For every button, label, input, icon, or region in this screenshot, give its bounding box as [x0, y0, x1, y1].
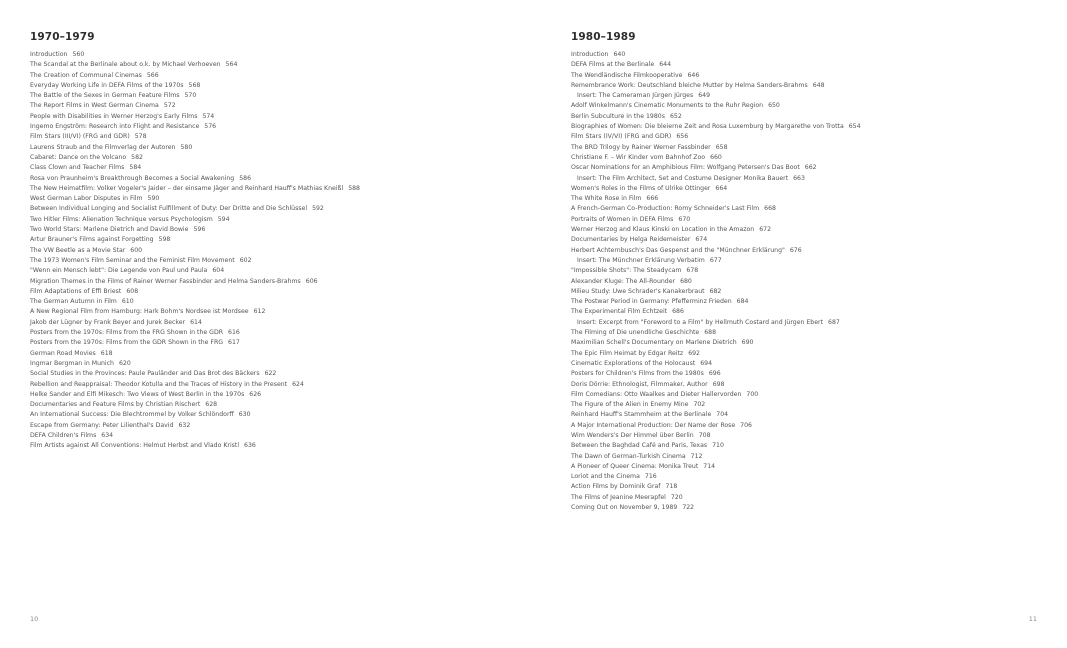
entry-title: Posters for Children's Films from the 1980s — [571, 370, 704, 378]
entry-page-number: 630 — [238, 411, 251, 419]
contents-entry — [571, 184, 1067, 194]
contents-entry — [571, 328, 1067, 338]
entry-title: DEFA Children's Films — [30, 431, 97, 439]
contents-section-1980s — [571, 31, 1067, 513]
entry-title: The BRD Trilogy by Rainer Werner Fassbinder — [571, 143, 711, 151]
entry-title: Laurens Straub and the Filmverlag der Autoren — [30, 143, 176, 151]
contents-entry — [30, 71, 530, 81]
entry-page-number: 652 — [669, 112, 682, 120]
entry-page-number: 686 — [672, 308, 684, 316]
contents-entry — [30, 194, 530, 204]
contents-entry — [30, 153, 530, 163]
entry-title: Portraits of Women in DEFA Films — [571, 215, 674, 223]
contents-entry — [571, 390, 1067, 400]
contents-entry — [30, 235, 530, 245]
entry-title: Class Clown and Teacher Films — [30, 164, 125, 172]
entry-page-number: 720 — [670, 493, 683, 501]
entry-page-number: 578 — [134, 133, 147, 141]
entry-title: The Films of Jeanine Meerapfel — [571, 493, 666, 501]
entry-title: Migration Themes in the Films of Rainer Werner Fassbinder and Helma Sanders-Brahms — [30, 277, 301, 285]
entry-page-number: 702 — [693, 401, 706, 409]
contents-entry — [571, 132, 1067, 142]
contents-entry — [30, 112, 530, 122]
entry-title: The Creation of Communal Cinemas — [30, 71, 142, 79]
contents-entry — [30, 277, 530, 287]
entry-title: Wim Wenders's Der Himmel über Berlin — [571, 431, 694, 439]
contents-entry — [571, 431, 1067, 441]
entry-page-number: 602 — [239, 256, 252, 264]
entry-page-number: 684 — [736, 298, 749, 306]
entry-page-number: 660 — [710, 153, 722, 161]
entry-page-number: 606 — [305, 277, 318, 285]
entry-title: Doris Dörrie: Ethnologist, Filmmaker, Author — [571, 380, 708, 388]
entry-title: Between Individual Longing and Socialist Fulfillment of Duty: Der Dritte and Die Schlüssel — [30, 205, 308, 213]
section-heading: 1970–1979 — [30, 31, 95, 43]
contents-entry — [30, 91, 530, 101]
contents-entry — [571, 91, 1067, 101]
contents-entry — [571, 256, 1067, 266]
entry-title: Biographies of Women: Die bleierne Zeit and Rosa Luxemburg by Margarethe von Trotta — [571, 123, 844, 131]
entry-page-number: 698 — [712, 380, 725, 388]
entry-title: Film Stars (III/VI) (FRG and GDR) — [30, 133, 130, 141]
contents-entry — [30, 122, 530, 132]
entry-page-number: 620 — [118, 359, 131, 367]
entry-title: Two World Stars: Marlene Dietrich and David Bowie — [30, 226, 189, 234]
contents-entry — [30, 204, 530, 214]
entry-page-number: 608 — [126, 287, 139, 295]
entry-title: The VW Beetle as a Movie Star — [30, 246, 126, 254]
entry-title: Artur Brauner's Films against Forgetting — [30, 236, 154, 244]
entry-page-number: 706 — [740, 421, 752, 429]
contents-entry — [571, 482, 1067, 492]
contents-entry — [30, 101, 530, 111]
entry-title: Jakob der Lügner by Frank Beyer and Jurek Becker — [30, 318, 186, 326]
entry-page-number: 700 — [746, 390, 759, 398]
contents-entry — [30, 225, 530, 235]
entry-title: The Experimental Film Echtzeit — [571, 308, 668, 316]
entry-page-number: 560 — [72, 51, 85, 58]
entry-page-number: 662 — [804, 164, 817, 172]
entry-title: Between the Baghdad Café and Paris, Texas — [571, 442, 708, 450]
contents-entry — [30, 132, 530, 142]
entry-title: The New Heimatfilm: Volker Vogeler's Jaider – der einsame Jäger and Reinhard Hauff's Mathias Kneißl — [30, 184, 344, 192]
entry-page-number: 682 — [709, 287, 722, 295]
entry-page-number: 624 — [292, 380, 304, 388]
contents-entry — [571, 246, 1067, 256]
entry-page-number: 622 — [264, 370, 277, 378]
entry-page-number: 616 — [228, 329, 240, 337]
contents-entry — [30, 318, 530, 328]
entry-page-number: 626 — [249, 390, 262, 398]
entry-page-number: 687 — [828, 318, 840, 326]
entry-page-number: 592 — [312, 205, 324, 213]
entry-page-number: 668 — [764, 205, 776, 213]
entry-title: A Major International Production: Der Name der Rose — [571, 421, 736, 429]
contents-entry — [30, 338, 530, 348]
contents-entry — [571, 380, 1067, 390]
entry-title: The German Autumn in Film — [30, 298, 117, 306]
entry-page-number: 582 — [131, 153, 143, 161]
entry-page-number: 566 — [146, 71, 159, 79]
contents-entry — [30, 174, 530, 184]
entry-title: The Figure of the Alien in Enemy Mine — [571, 401, 689, 409]
contents-entry — [30, 410, 530, 420]
entry-page-number: 716 — [644, 473, 657, 481]
contents-entry — [571, 410, 1067, 420]
entry-title: Rebellion and Reappraisal: Theodor Kotulla and the Traces of History in the Present — [30, 380, 288, 388]
contents-section-1970s — [30, 31, 530, 452]
contents-entry — [571, 349, 1067, 359]
entry-title: Rosa von Praunheim's Breakthrough Becomes a Social Awakening — [30, 174, 235, 182]
entry-page-number: 690 — [741, 339, 754, 347]
entry-page-number: 680 — [680, 277, 692, 285]
contents-entry — [30, 297, 530, 307]
entry-title: Documentaries by Helga Reidemeister — [571, 236, 691, 244]
contents-entry — [571, 122, 1067, 132]
entry-title: "Impossible Shots": The Steadycam — [571, 267, 682, 275]
entry-title: Berlin Subculture in the 1980s — [571, 112, 665, 120]
contents-entry — [571, 441, 1067, 451]
entry-title: Loriot and the Cinema — [571, 473, 640, 481]
entry-title: Coming Out on November 9, 1989 — [571, 504, 678, 512]
contents-entry — [571, 81, 1067, 91]
entry-title: Introduction — [571, 51, 609, 58]
entry-page-number: 564 — [225, 61, 238, 69]
entry-title: Film Artists against All Conventions: Helmut Herbst and Vlado Kristl — [30, 442, 240, 450]
entry-title: The Filming of Die unendliche Geschichte — [571, 329, 700, 337]
entry-page-number: 586 — [239, 174, 252, 182]
entry-page-number: 632 — [178, 421, 191, 429]
contents-entry — [571, 369, 1067, 379]
page-number: 11 — [1028, 615, 1037, 623]
entry-title: People with Disabilities in Werner Herzog's Early Films — [30, 112, 198, 120]
entry-page-number: 654 — [848, 123, 861, 131]
contents-list — [30, 50, 530, 452]
entry-title: The White Rose in Film — [571, 195, 642, 203]
contents-entry — [571, 153, 1067, 163]
entry-page-number: 612 — [253, 308, 266, 316]
contents-entry — [30, 359, 530, 369]
entry-title: Insert: The Cameraman Jürgen Jürges — [577, 92, 694, 100]
entry-page-number: 708 — [698, 431, 711, 439]
entry-page-number: 644 — [659, 61, 672, 69]
contents-entry — [571, 235, 1067, 245]
entry-title: Christiane F. – Wir Kinder vom Bahnhof Zoo — [571, 153, 706, 161]
entry-page-number: 672 — [759, 226, 772, 234]
entry-title: West German Labor Disputes in Film — [30, 195, 143, 203]
entry-page-number: 718 — [665, 483, 678, 491]
contents-entry — [571, 359, 1067, 369]
entry-page-number: 617 — [228, 339, 240, 347]
entry-title: Werner Herzog and Klaus Kinski on Location in the Amazon — [571, 226, 755, 234]
contents-entry — [30, 307, 530, 317]
entry-title: Film Adaptations of Effi Briest — [30, 287, 122, 295]
entry-title: Reinhard Hauff's Stammheim at the Berlinale — [571, 411, 712, 419]
entry-title: The Scandal at the Berlinale about o.k. by Michael Verhoeven — [30, 61, 221, 69]
entry-page-number: 710 — [712, 442, 724, 450]
section-heading: 1980–1989 — [571, 31, 636, 43]
entry-page-number: 696 — [708, 370, 721, 378]
entry-title: Documentaries and Feature Films by Christian Rischert — [30, 401, 201, 409]
entry-title: Oscar Nominations for an Amphibious Film: Wolfgang Petersen's Das Boot — [571, 164, 800, 172]
entry-title: A Pioneer of Queer Cinema: Monika Treut — [571, 462, 699, 470]
contents-entry — [30, 184, 530, 194]
contents-entry — [30, 349, 530, 359]
entry-title: Maximilian Schell's Documentary on Marlene Dietrich — [571, 339, 737, 347]
entry-title: Helke Sander and Elfi Mikesch: Two Views of West Berlin in the 1970s — [30, 390, 245, 398]
entry-title: Introduction — [30, 51, 68, 58]
contents-entry — [571, 277, 1067, 287]
entry-page-number: 663 — [793, 174, 805, 182]
page-number: 10 — [30, 615, 39, 623]
entry-page-number: 676 — [789, 246, 802, 254]
entry-title: Ingemo Engström: Research into Flight and Resistance — [30, 123, 200, 131]
entry-page-number: 610 — [121, 298, 134, 306]
entry-title: Action Films by Dominik Graf — [571, 483, 661, 491]
entry-page-number: 574 — [202, 112, 215, 120]
contents-entry — [571, 60, 1067, 70]
contents-entry — [30, 256, 530, 266]
contents-entry — [571, 338, 1067, 348]
entry-title: Herbert Achternbusch's Das Gespenst and the "Münchner Erklärung" — [571, 246, 785, 254]
entry-page-number: 614 — [190, 318, 202, 326]
entry-title: Two Hitler Films: Alienation Technique versus Psychologism — [30, 215, 213, 223]
contents-entry — [571, 307, 1067, 317]
entry-title: Alexander Kluge: The All-Rounder — [571, 277, 676, 285]
entry-page-number: 658 — [715, 143, 728, 151]
contents-entry — [571, 50, 1067, 60]
contents-entry — [571, 194, 1067, 204]
entry-page-number: 618 — [100, 349, 113, 357]
entry-title: Women's Roles in the Films of Ulrike Ottinger — [571, 184, 711, 192]
entry-page-number: 674 — [695, 236, 708, 244]
entry-page-number: 722 — [682, 504, 695, 512]
entry-title: Film Stars (IV/VI) (FRG and GDR) — [571, 133, 672, 141]
entry-title: A French-German Co-Production: Romy Schneider's Last Film — [571, 205, 760, 213]
contents-entry — [30, 60, 530, 70]
contents-entry — [571, 101, 1067, 111]
entry-page-number: 692 — [688, 349, 700, 357]
entry-page-number: 576 — [204, 123, 217, 131]
contents-entry — [571, 174, 1067, 184]
contents-entry — [571, 163, 1067, 173]
entry-title: Everyday Working Life in DEFA Films of the 1970s — [30, 81, 184, 89]
contents-entry — [571, 462, 1067, 472]
contents-entry — [30, 287, 530, 297]
entry-title: Insert: The Münchner Erklärung Verbatim — [577, 256, 705, 264]
entry-page-number: 694 — [700, 359, 713, 367]
entry-title: Cabaret: Dance on the Volcano — [30, 153, 127, 161]
contents-entry — [571, 421, 1067, 431]
entry-page-number: 598 — [158, 236, 171, 244]
entry-page-number: 570 — [184, 92, 197, 100]
contents-entry — [571, 297, 1067, 307]
entry-title: Cinematic Explorations of the Holocaust — [571, 359, 696, 367]
entry-page-number: 640 — [613, 51, 626, 58]
contents-entry — [571, 318, 1067, 328]
entry-page-number: 677 — [709, 256, 722, 264]
entry-title: The Battle of the Sexes in German Feature Films — [30, 92, 180, 100]
entry-title: Escape from Germany: Peter Lilienthal's David — [30, 421, 174, 429]
left-page — [0, 0, 533, 648]
entry-title: Adolf Winkelmann's Cinematic Monuments to the Ruhr Region — [571, 102, 764, 110]
entry-page-number: 636 — [244, 442, 256, 450]
entry-title: Insert: The Film Architect, Set and Costume Designer Monika Bauert — [577, 174, 789, 182]
entry-title: "Wenn ein Mensch lebt": Die Legende von Paul und Paula — [30, 267, 208, 275]
entry-page-number: 678 — [686, 267, 699, 275]
contents-entry — [571, 143, 1067, 153]
contents-entry — [571, 204, 1067, 214]
entry-title: Posters from the 1970s: Films from the FRG Shown in the GDR — [30, 329, 224, 337]
contents-entry — [571, 71, 1067, 81]
entry-page-number: 572 — [163, 102, 176, 110]
entry-page-number: 670 — [678, 215, 691, 223]
entry-title: Ingmar Bergman in Munich — [30, 359, 114, 367]
contents-entry — [571, 266, 1067, 276]
contents-entry — [571, 215, 1067, 225]
entry-page-number: 688 — [704, 329, 717, 337]
entry-title: The 1973 Women's Film Seminar and the Feminist Film Movement — [30, 256, 235, 264]
contents-list — [571, 50, 1067, 513]
entry-title: The Dawn of German-Turkish Cinema — [571, 452, 686, 460]
entry-page-number: 580 — [180, 143, 193, 151]
entry-title: Milieu Study: Uwe Schrader's Kanakerbraut — [571, 287, 705, 295]
entry-page-number: 628 — [205, 401, 218, 409]
entry-page-number: 656 — [676, 133, 689, 141]
contents-entry — [30, 328, 530, 338]
entry-page-number: 600 — [130, 246, 143, 254]
contents-entry — [571, 472, 1067, 482]
contents-entry — [571, 503, 1067, 513]
contents-entry — [571, 400, 1067, 410]
contents-entry — [30, 50, 530, 60]
contents-entry — [30, 163, 530, 173]
contents-entry — [571, 112, 1067, 122]
entry-title: Film Comedians: Otto Waalkes and Dieter Hallervorden — [571, 390, 742, 398]
contents-entry — [30, 81, 530, 91]
contents-entry — [571, 452, 1067, 462]
entry-page-number: 649 — [698, 92, 711, 100]
entry-page-number: 588 — [348, 184, 360, 192]
entry-page-number: 634 — [101, 431, 114, 439]
entry-page-number: 648 — [812, 81, 825, 89]
contents-entry — [30, 143, 530, 153]
entry-title: A New Regional Film from Hamburg: Hark Bohm's Nordsee ist Mordsee — [30, 308, 249, 316]
contents-entry — [30, 215, 530, 225]
entry-page-number: 664 — [715, 184, 728, 192]
contents-entry — [30, 431, 530, 441]
contents-entry — [571, 287, 1067, 297]
entry-page-number: 596 — [193, 226, 206, 234]
contents-entry — [571, 225, 1067, 235]
contents-entry — [30, 390, 530, 400]
entry-page-number: 590 — [147, 195, 160, 203]
contents-entry — [30, 369, 530, 379]
contents-entry — [30, 400, 530, 410]
contents-entry — [30, 380, 530, 390]
entry-page-number: 704 — [716, 411, 729, 419]
entry-page-number: 714 — [703, 462, 716, 470]
entry-page-number: 568 — [188, 81, 201, 89]
entry-page-number: 712 — [690, 452, 703, 460]
contents-entry — [30, 441, 530, 451]
entry-page-number: 650 — [768, 102, 780, 110]
entry-title: The Epic Film Heimat by Edgar Reitz — [571, 349, 684, 357]
entry-page-number: 604 — [212, 267, 225, 275]
entry-page-number: 584 — [129, 164, 142, 172]
entry-page-number: 666 — [646, 195, 659, 203]
entry-title: Insert: Excerpt from "Foreword to a Film" by Hellmuth Costard and Jürgen Ebert — [577, 318, 824, 326]
entry-title: Social Studies in the Provinces: Paule Pauländer and Das Brot des Bäckers — [30, 370, 260, 378]
contents-entry — [30, 246, 530, 256]
entry-title: Remembrance Work: Deutschland bleiche Mutter by Helma Sanders-Brahms — [571, 81, 808, 89]
right-page — [534, 0, 1067, 648]
entry-title: The Report Films in West German Cinema — [30, 102, 159, 110]
entry-title: DEFA Films at the Berlinale — [571, 61, 655, 69]
entry-title: The Postwar Period in Germany: Pfefferminz Frieden — [571, 298, 732, 306]
entry-title: German Road Movies — [30, 349, 96, 357]
contents-entry — [30, 266, 530, 276]
entry-page-number: 646 — [687, 71, 700, 79]
entry-title: An International Success: Die Blechtrommel by Volker Schlöndorff — [30, 411, 234, 419]
entry-title: The Wendländische Filmkooperative — [571, 71, 683, 79]
contents-entry — [571, 493, 1067, 503]
entry-title: Posters from the 1970s: Films from the GDR Shown in the FRG — [30, 339, 224, 347]
entry-page-number: 594 — [217, 215, 230, 223]
contents-entry — [30, 421, 530, 431]
